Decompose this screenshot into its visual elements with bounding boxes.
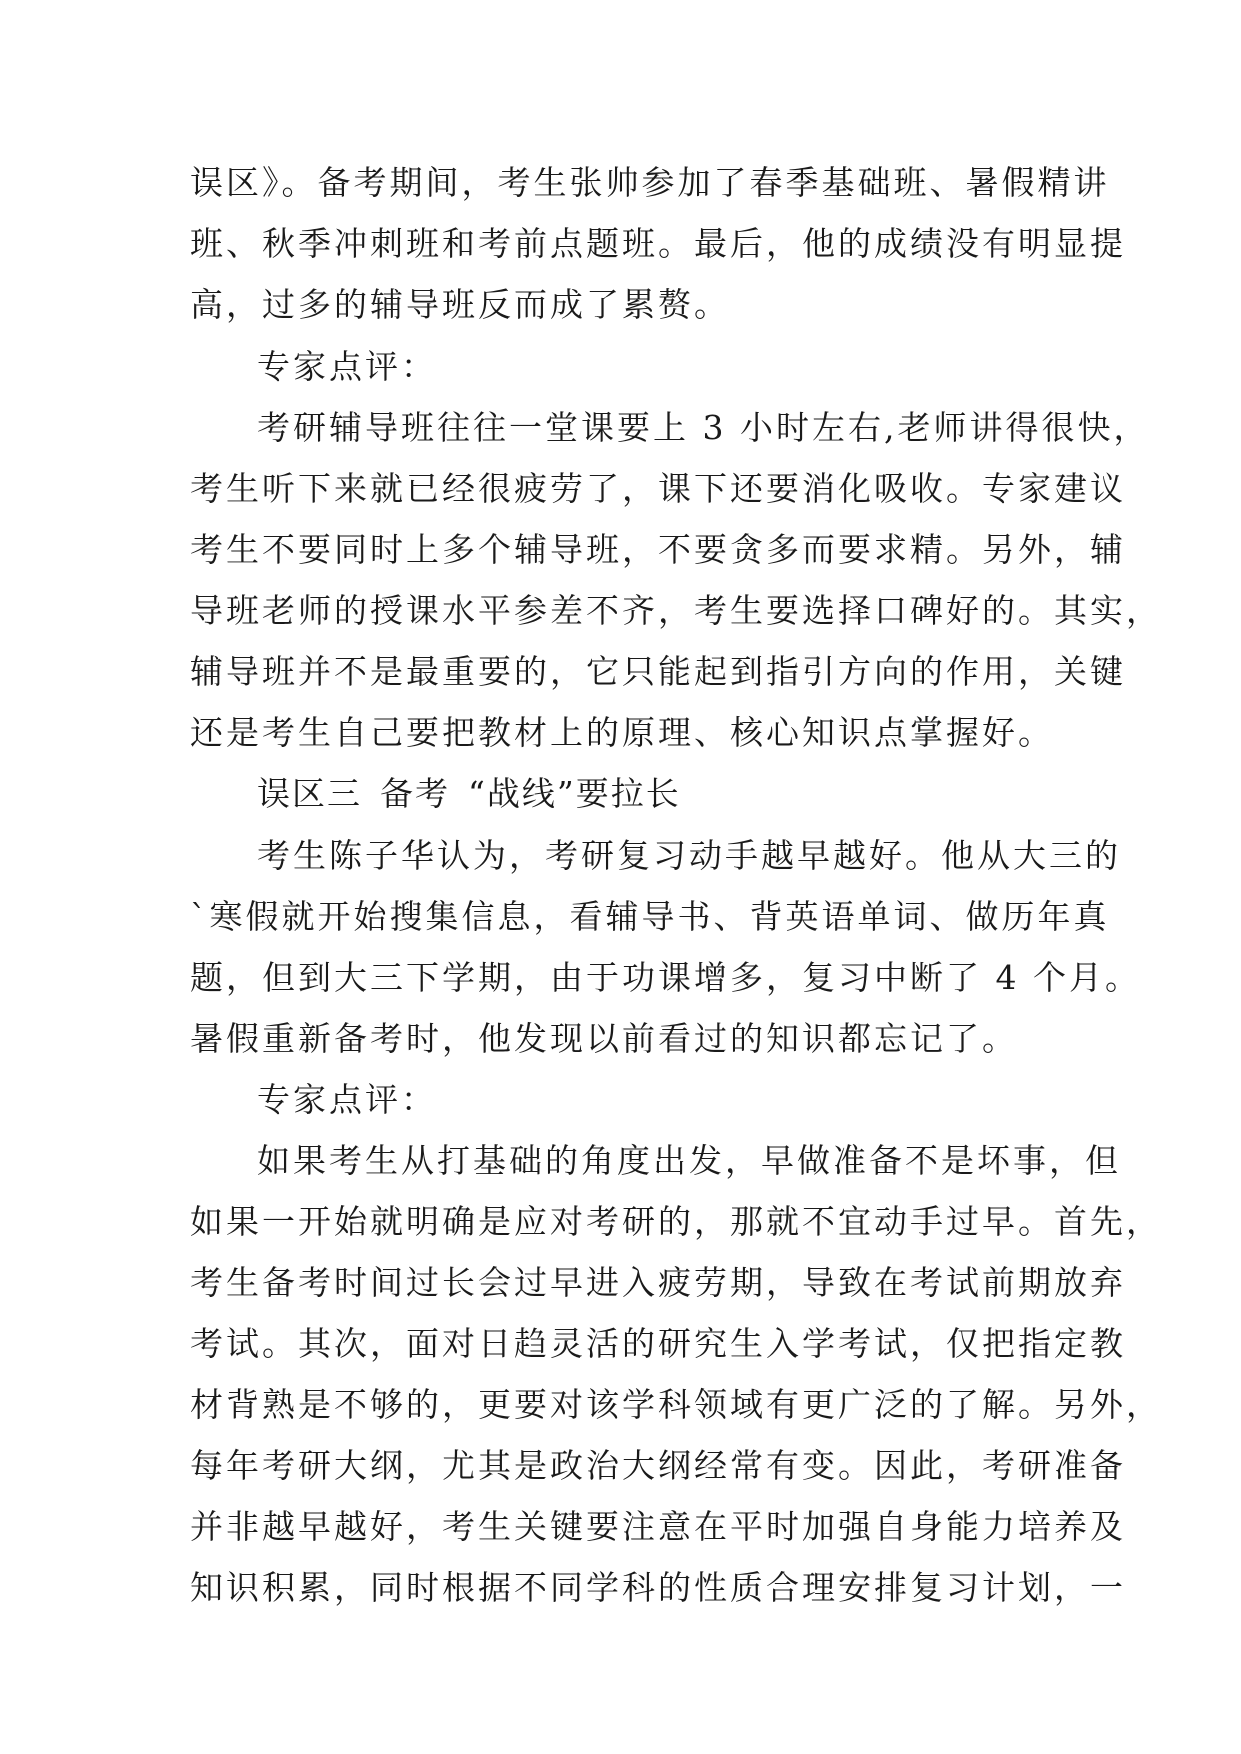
text-line: 考研辅导班往往一堂课要上 3 小时左右,老师讲得很快，: [257, 408, 1150, 447]
text-line: 班、秋季冲刺班和考前点题班。最后，他的成绩没有明显提: [190, 224, 1126, 263]
text-line: 并非越早越好，考生关键要注意在平时加强自身能力培养及: [190, 1507, 1126, 1546]
heading-part: 误区三: [257, 774, 362, 813]
text-line: 考生备考时间过长会过早进入疲劳期，导致在考试前期放弃: [190, 1263, 1126, 1302]
text-line: 每年考研大纲，尤其是政治大纲经常有变。因此，考研准备: [190, 1446, 1126, 1485]
text-line: 考生听下来就已经很疲劳了，课下还要消化吸收。专家建议: [190, 469, 1126, 508]
heading-part: “战线”要拉长: [468, 774, 681, 813]
text-line: 辅导班并不是最重要的，它只能起到指引方向的作用，关键: [190, 652, 1126, 691]
expert-comment-label: 专家点评：: [257, 347, 437, 386]
text-line: 材背熟是不够的，更要对该学科领域有更广泛的了解。另外，: [190, 1385, 1162, 1424]
text-line: 高，过多的辅导班反而成了累赘。: [190, 285, 730, 324]
text-line: 还是考生自己要把教材上的原理、核心知识点掌握好。: [190, 713, 1054, 752]
text-line: 考试。其次，面对日趋灵活的研究生入学考试，仅把指定教: [190, 1324, 1126, 1363]
section-heading: [257, 774, 681, 814]
text-line: 知识积累，同时根据不同学科的性质合理安排复习计划，一: [190, 1568, 1126, 1607]
heading-part: 备考: [380, 774, 450, 813]
text-line: 导班老师的授课水平参差不齐，考生要选择口碑好的。其实，: [190, 591, 1162, 630]
text-line: 考生陈子华认为，考研复习动手越早越好。他从大三的: [257, 836, 1121, 875]
text-line: `寒假就开始搜集信息，看辅导书、背英语单词、做历年真: [190, 897, 1110, 936]
text-line: 暑假重新备考时，他发现以前看过的知识都忘记了。: [190, 1019, 1018, 1058]
text-line: 如果一开始就明确是应对考研的，那就不宜动手过早。首先，: [190, 1202, 1162, 1241]
text-line: 如果考生从打基础的角度出发，早做准备不是坏事，但: [257, 1141, 1121, 1180]
expert-comment-label: 专家点评：: [257, 1080, 437, 1119]
text-line: 题，但到大三下学期，由于功课增多，复习中断了 4 个月。: [190, 958, 1141, 997]
text-line: 误区》。备考期间，考生张帅参加了春季基础班、暑假精讲: [190, 163, 1110, 202]
text-line: 考生不要同时上多个辅导班，不要贪多而要求精。另外，辅: [190, 530, 1126, 569]
